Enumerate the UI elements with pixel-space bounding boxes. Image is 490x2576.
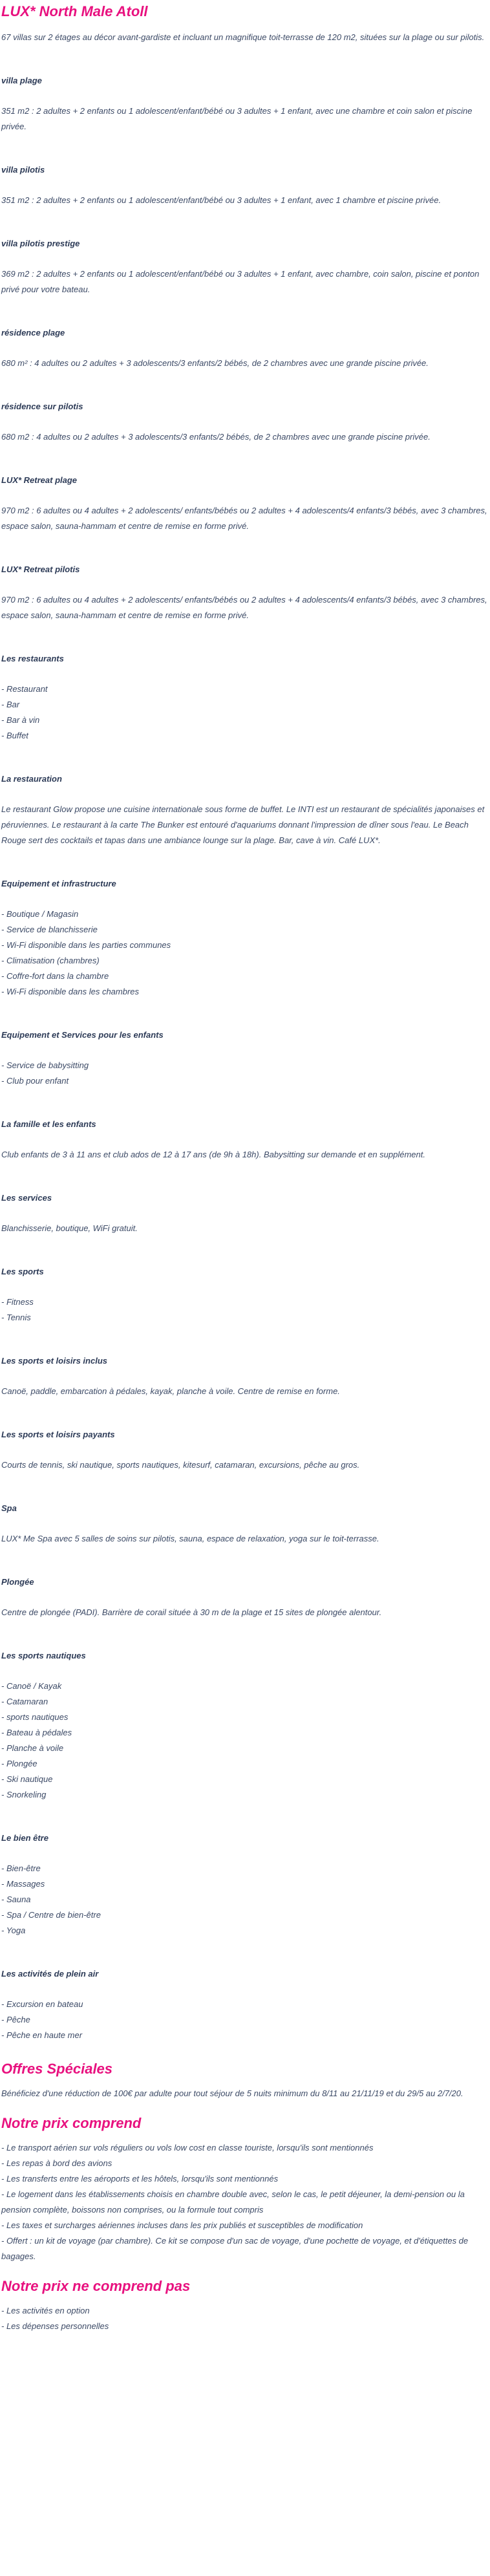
- sections-container: [1, 74, 489, 2043]
- list-item: - Les dépenses personnelles: [1, 2321, 109, 2331]
- list-item: - Coffre-fort dans la chambre: [1, 971, 109, 981]
- list-item: - Buffet: [1, 731, 28, 740]
- section-list: [1, 1861, 489, 1938]
- section-text: 351 m2 : 2 adultes + 2 enfants ou 1 adolescent/enfant/bébé ou 3 adultes + 1 enfant, avec une chambre et coin salon et piscine privée.: [1, 106, 473, 131]
- list-item: - Sauna: [1, 1894, 31, 1904]
- list-item: - Restaurant: [1, 684, 48, 694]
- list-item: - Boutique / Magasin: [1, 909, 79, 919]
- list-item: - Excursion en bateau: [1, 1999, 83, 2009]
- info-section: [1, 163, 489, 208]
- info-section: [1, 1265, 489, 1326]
- info-section: [1, 1191, 489, 1236]
- list-item: - Bar: [1, 700, 20, 709]
- list-item: - Club pour enfant: [1, 1076, 69, 1086]
- list-item: - Planche à voile: [1, 1743, 64, 1753]
- list-item: - Wi-Fi disponible dans les chambres: [1, 987, 140, 996]
- list-item: - Les repas à bord des avions: [1, 2158, 112, 2168]
- info-section: [1, 1028, 489, 1089]
- section-title: Le bien être: [1, 1833, 48, 1843]
- section-list: [1, 1294, 489, 1326]
- section-text: Courts de tennis, ski nautique, sports nautiques, kitesurf, catamaran, excursions, pêche au gros.: [1, 1460, 360, 1470]
- section-text: 680 m2 : 4 adultes ou 2 adultes + 3 adolescents/3 enfants/2 bébés, de 2 chambres avec une grande piscine privée.: [1, 432, 431, 442]
- section-title: Les services: [1, 1193, 52, 1203]
- list-item: - Le transport aérien sur vols réguliers ou vols low cost en classe touriste, lorsqu'ils sont mentionnés: [1, 2143, 374, 2152]
- list-item: - Yoga: [1, 1926, 26, 1935]
- info-section: [1, 1831, 489, 1938]
- section-list: [1, 1679, 489, 1803]
- section-title: La restauration: [1, 774, 62, 784]
- info-section: [1, 473, 489, 534]
- section-title: villa pilotis: [1, 165, 45, 175]
- section-text: 351 m2 : 2 adultes + 2 enfants ou 1 adolescent/enfant/bébé ou 3 adultes + 1 enfant, avec 1 chambre et piscine privée.: [1, 195, 442, 205]
- list-item: - Spa / Centre de bien-être: [1, 1910, 101, 1920]
- intro-text: 67 villas sur 2 étages au décor avant-gardiste et incluant un magnifique toit-terrasse de 120 m2, situées sur la plage ou sur pilotis.: [1, 32, 485, 42]
- section-title: résidence plage: [1, 328, 65, 338]
- list-item: - Bateau à pédales: [1, 1728, 72, 1737]
- section-title: Les sports et loisirs inclus: [1, 1356, 107, 1366]
- section-title: Equipement et infrastructure: [1, 879, 116, 888]
- list-item: - Bien-être: [1, 1863, 41, 1873]
- section-title: Les sports: [1, 1267, 44, 1276]
- info-section: [1, 1117, 489, 1163]
- info-section: [1, 563, 489, 623]
- section-list: [1, 907, 489, 1000]
- list-item: - Pêche: [1, 2015, 30, 2024]
- info-section: [1, 1575, 489, 1620]
- section-text: Centre de plongée (PADI). Barrière de corail située à 30 m de la plage et 15 sites de plongée alentour.: [1, 1607, 382, 1617]
- section-title: LUX* Retreat pilotis: [1, 564, 80, 574]
- list-item: - Pêche en haute mer: [1, 2030, 83, 2040]
- list-item: - Climatisation (chambres): [1, 956, 100, 965]
- section-title: villa plage: [1, 76, 42, 85]
- info-section: [1, 74, 489, 134]
- info-section: [1, 772, 489, 848]
- info-section: [1, 1428, 489, 1473]
- list-item: - Service de babysitting: [1, 1060, 89, 1070]
- info-section: [1, 1354, 489, 1399]
- comprend-list: [1, 2140, 489, 2264]
- section-title: villa pilotis prestige: [1, 239, 80, 248]
- section-title: résidence sur pilotis: [1, 402, 83, 411]
- list-item: - Offert : un kit de voyage (par chambre). Ce kit se compose d'un sac de voyage, d'une pochette de voyage, et d'étiquettes de bagages.: [1, 2236, 469, 2261]
- info-section: [1, 400, 489, 445]
- section-list: [1, 1058, 489, 1089]
- section-title: La famille et les enfants: [1, 1119, 96, 1129]
- info-section: [1, 877, 489, 1000]
- list-item: - Wi-Fi disponible dans les parties communes: [1, 940, 171, 950]
- list-item: - Plongée: [1, 1759, 37, 1768]
- section-text: LUX* Me Spa avec 5 salles de soins sur pilotis, sauna, espace de relaxation, yoga sur le toit-terrasse.: [1, 1534, 379, 1543]
- offres-text: Bénéficiez d'une réduction de 100€ par adulte pour tout séjour de 5 nuits minimum du 8/11 au 21/11/19 et du 29/5 au 2/7/20.: [1, 2088, 463, 2098]
- list-item: - Les activités en option: [1, 2306, 90, 2315]
- offres-title: Offres Spéciales: [1, 2061, 113, 2077]
- list-item: - Ski nautique: [1, 1774, 53, 1784]
- comprend-title: Notre prix comprend: [1, 2115, 142, 2131]
- info-section: [1, 1501, 489, 1547]
- list-item: - Catamaran: [1, 1697, 48, 1706]
- section-text: Club enfants de 3 à 11 ans et club ados de 12 à 17 ans (de 9h à 18h). Babysitting sur demande et en supplément.: [1, 1150, 425, 1159]
- section-title: Les sports et loisirs payants: [1, 1430, 115, 1439]
- section-text: Canoë, paddle, embarcation à pédales, kayak, planche à voile. Centre de remise en forme.: [1, 1386, 340, 1396]
- section-text: 680 m² : 4 adultes ou 2 adultes + 3 adolescents/3 enfants/2 bébés, de 2 chambres avec une grande piscine privée.: [1, 358, 429, 368]
- page-title: LUX* North Male Atoll: [1, 3, 148, 19]
- info-section: [1, 237, 489, 297]
- section-text: Blanchisserie, boutique, WiFi gratuit.: [1, 1223, 138, 1233]
- list-item: - Canoë / Kayak: [1, 1681, 62, 1691]
- section-title: Les restaurants: [1, 654, 64, 663]
- section-list: [1, 682, 489, 744]
- section-text: 970 m2 : 6 adultes ou 4 adultes + 2 adolescents/ enfants/bébés ou 2 adultes + 4 adolescents/4 enfants/3 bébés, avec 3 chambres, espace salon, sauna-hammam et centre de remise en forme privé.: [1, 506, 487, 531]
- section-title: Spa: [1, 1503, 17, 1513]
- list-item: - Service de blanchisserie: [1, 925, 98, 934]
- list-item: - Les transferts entre les aéroports et les hôtels, lorsqu'ils sont mentionnés: [1, 2174, 279, 2184]
- section-list: [1, 1997, 489, 2043]
- list-item: - Tennis: [1, 1313, 31, 1322]
- list-item: - Le logement dans les établissements choisis en chambre double avec, selon le cas, le petit déjeuner, la demi-pension ou la pension complète, boissons non comprises, ou la formule tout compris: [1, 2189, 465, 2215]
- ne-comprend-title: Notre prix ne comprend pas: [1, 2278, 191, 2294]
- section-title: Les activités de plein air: [1, 1969, 99, 1979]
- section-text: 369 m2 : 2 adultes + 2 enfants ou 1 adolescent/enfant/bébé ou 3 adultes + 1 enfant, avec chambre, coin salon, piscine et ponton privé pour votre bateau.: [1, 269, 480, 294]
- ne-comprend-list: [1, 2303, 489, 2334]
- section-title: Equipement et Services pour les enfants: [1, 1030, 164, 1040]
- list-item: - Snorkeling: [1, 1790, 47, 1799]
- list-item: - sports nautiques: [1, 1712, 69, 1722]
- info-section: [1, 1649, 489, 1803]
- info-section: [1, 652, 489, 744]
- section-text: 970 m2 : 6 adultes ou 4 adultes + 2 adolescents/ enfants/bébés ou 2 adultes + 4 adolescents/4 enfants/3 bébés, avec 3 chambres, espace salon, sauna-hammam et centre de remise en forme privé.: [1, 595, 487, 620]
- info-section: [1, 1967, 489, 2043]
- section-title: Les sports nautiques: [1, 1651, 86, 1660]
- list-item: - Fitness: [1, 1297, 34, 1307]
- section-title: LUX* Retreat plage: [1, 475, 78, 485]
- list-item: - Bar à vin: [1, 715, 40, 725]
- info-section: [1, 326, 489, 371]
- list-item: - Massages: [1, 1879, 45, 1889]
- section-text: Le restaurant Glow propose une cuisine internationale sous forme de buffet. Le INTI est un restaurant de spécialités japonaises et péruviennes. Le restaurant à la carte The Bunker est entouré d'aquariums donnant l'impression de dîner sous l'eau. Le Beach Rouge sert des cocktails et tapas dans une ambiance lounge sur la plage. Bar, cave à vin. Café LUX*.: [1, 804, 485, 845]
- list-item: - Les taxes et surcharges aériennes incluses dans les prix publiés et susceptibles de modification: [1, 2220, 363, 2230]
- section-title: Plongée: [1, 1577, 34, 1587]
